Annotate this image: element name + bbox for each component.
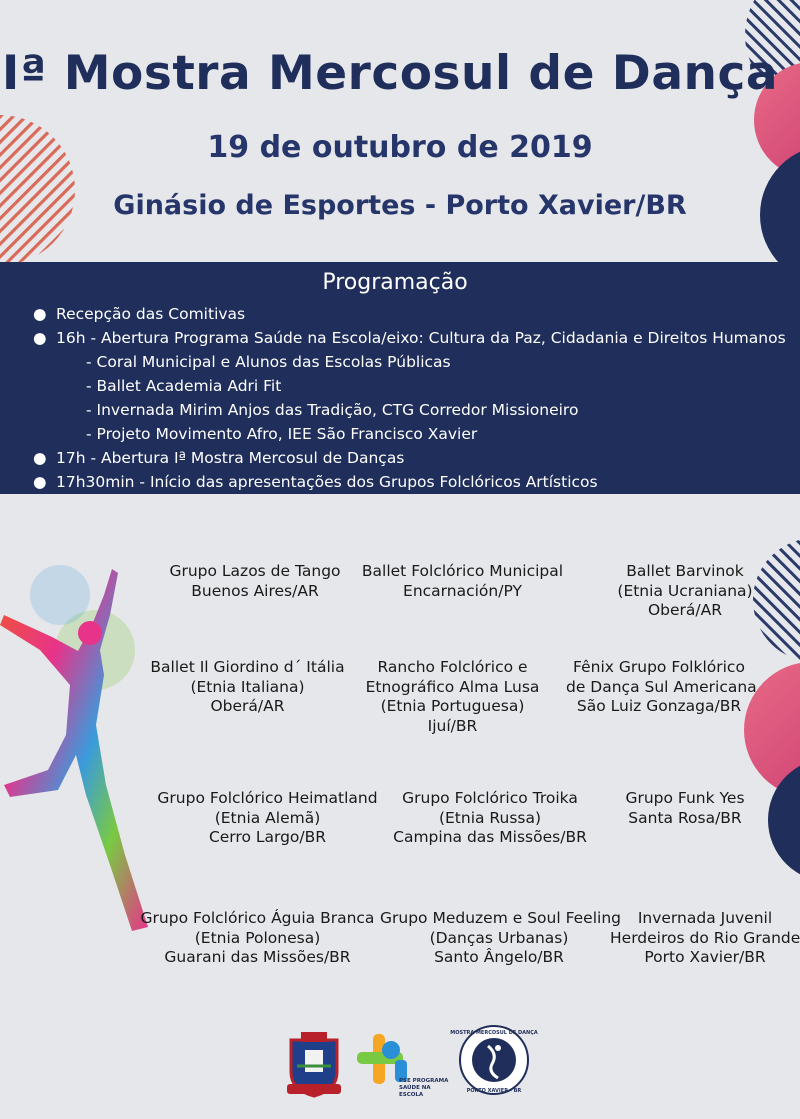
pse-logo-text-1: PSE PROGRAMA: [399, 1078, 449, 1084]
bullet-icon: ●: [33, 449, 47, 467]
program-item: 17h - Abertura Iª Mostra Mercosul de Danças: [56, 449, 405, 467]
program-subitem: - Coral Municipal e Alunos das Escolas Públicas: [86, 353, 451, 371]
program-item: Recepção das Comitivas: [56, 305, 246, 323]
group-line: (Etnia Alemã): [214, 808, 321, 827]
program-subitem: - Ballet Academia Adri Fit: [86, 377, 282, 395]
group-line: (Etnia Russa): [438, 808, 542, 827]
group-line: Oberá/AR: [210, 697, 285, 715]
group-card: [355, 562, 570, 601]
group-line: Grupo Folclórico Troika: [402, 789, 578, 807]
event-date: 19 de outubro de 2019: [207, 130, 593, 165]
group-card: [355, 658, 550, 736]
group-line: Fênix Grupo Folklórico: [573, 658, 745, 676]
bullet-icon: ●: [33, 473, 47, 491]
group-line: Buenos Aires/AR: [191, 581, 319, 600]
group-card: [612, 789, 758, 828]
group-card: [610, 909, 800, 968]
group-line: Invernada Juvenil: [637, 909, 773, 927]
group-line: Oberá/AR: [647, 601, 723, 619]
group-card: [590, 562, 780, 621]
program-subitem: - Invernada Mirim Anjos das Tradição, CTG Corredor Missioneiro: [86, 401, 579, 419]
group-line: Ijuí/BR: [427, 716, 478, 735]
mostra-mercosul-logo: [450, 1024, 538, 1096]
group-line: Etnográfico Alma Lusa: [365, 677, 540, 696]
group-line: de Dança Sul Americana: [566, 677, 757, 696]
group-line: (Etnia Polonesa): [194, 928, 321, 947]
program-subitem: - Projeto Movimento Afro, IEE São Francisco Xavier: [86, 425, 478, 443]
group-line: Santa Rosa/BR: [628, 808, 742, 827]
group-card: [140, 562, 370, 601]
bullet-icon: ●: [33, 329, 47, 347]
mostra-logo-bottom-text: PORTO XAVIER - BR: [466, 1088, 522, 1094]
dancer-illustration: [0, 555, 170, 945]
program-item: 16h - Abertura Programa Saúde na Escola/eixo: Cultura da Paz, Cidadania e Direitos Humanos: [56, 329, 786, 347]
group-line: Campina das Missões/BR: [393, 828, 587, 846]
group-card: [135, 658, 360, 717]
group-card: [150, 789, 385, 848]
event-venue: Ginásio de Esportes - Porto Xavier/BR: [113, 190, 687, 221]
group-line: Cerro Largo/BR: [208, 828, 327, 846]
group-card: [140, 909, 375, 968]
group-line: Porto Xavier/BR: [644, 948, 766, 966]
group-line: Rancho Folclórico e: [377, 658, 528, 676]
group-line: (Danças Urbanas): [429, 928, 569, 947]
group-line: Grupo Meduzem e Soul Feeling: [380, 909, 621, 927]
group-line: Ballet Folclórico Municipal: [361, 562, 564, 580]
group-line: Santo Ângelo/BR: [434, 948, 564, 966]
group-line: Grupo Lazos de Tango: [169, 562, 341, 580]
group-line: Guarani das Missões/BR: [164, 948, 351, 966]
bullet-icon: ●: [33, 305, 47, 323]
group-line: Grupo Folclórico Águia Branca: [140, 909, 375, 927]
group-line: Herdeiros do Rio Grande: [610, 928, 800, 947]
pse-logo-text-2: SAÚDE NA: [399, 1085, 431, 1091]
group-line: (Etnia Italiana): [190, 677, 305, 696]
program-title: Programação: [322, 270, 468, 295]
group-line: (Etnia Ucraniana): [617, 581, 753, 600]
group-line: Encarnación/PY: [403, 581, 522, 600]
group-card: [385, 789, 595, 848]
mostra-logo-arc-text: MOSTRA MERCOSUL DE DANÇA: [450, 1030, 538, 1036]
group-card: [380, 909, 621, 968]
program-band: [0, 262, 800, 494]
page-title: Iª Mostra Mercosul de Dança: [1, 46, 779, 101]
group-line: (Etnia Portuguesa): [380, 697, 525, 715]
pse-logo-text-3: ESCOLA: [399, 1092, 424, 1098]
group-line: Grupo Folclórico Heimatland: [157, 789, 378, 807]
group-line: Ballet Barvinok: [626, 562, 744, 580]
group-line: São Luiz Gonzaga/BR: [576, 697, 742, 715]
group-line: Grupo Funk Yes: [625, 789, 745, 807]
group-card: [566, 658, 757, 717]
municipal-coat-of-arms-logo: [283, 1030, 345, 1098]
group-line: Ballet Il Giordino d´ Itália: [150, 658, 345, 676]
pse-programa-saude-na-escola-logo: [355, 1032, 449, 1098]
program-item: 17h30min - Início das apresentações dos Grupos Folclóricos Artísticos: [56, 473, 598, 491]
